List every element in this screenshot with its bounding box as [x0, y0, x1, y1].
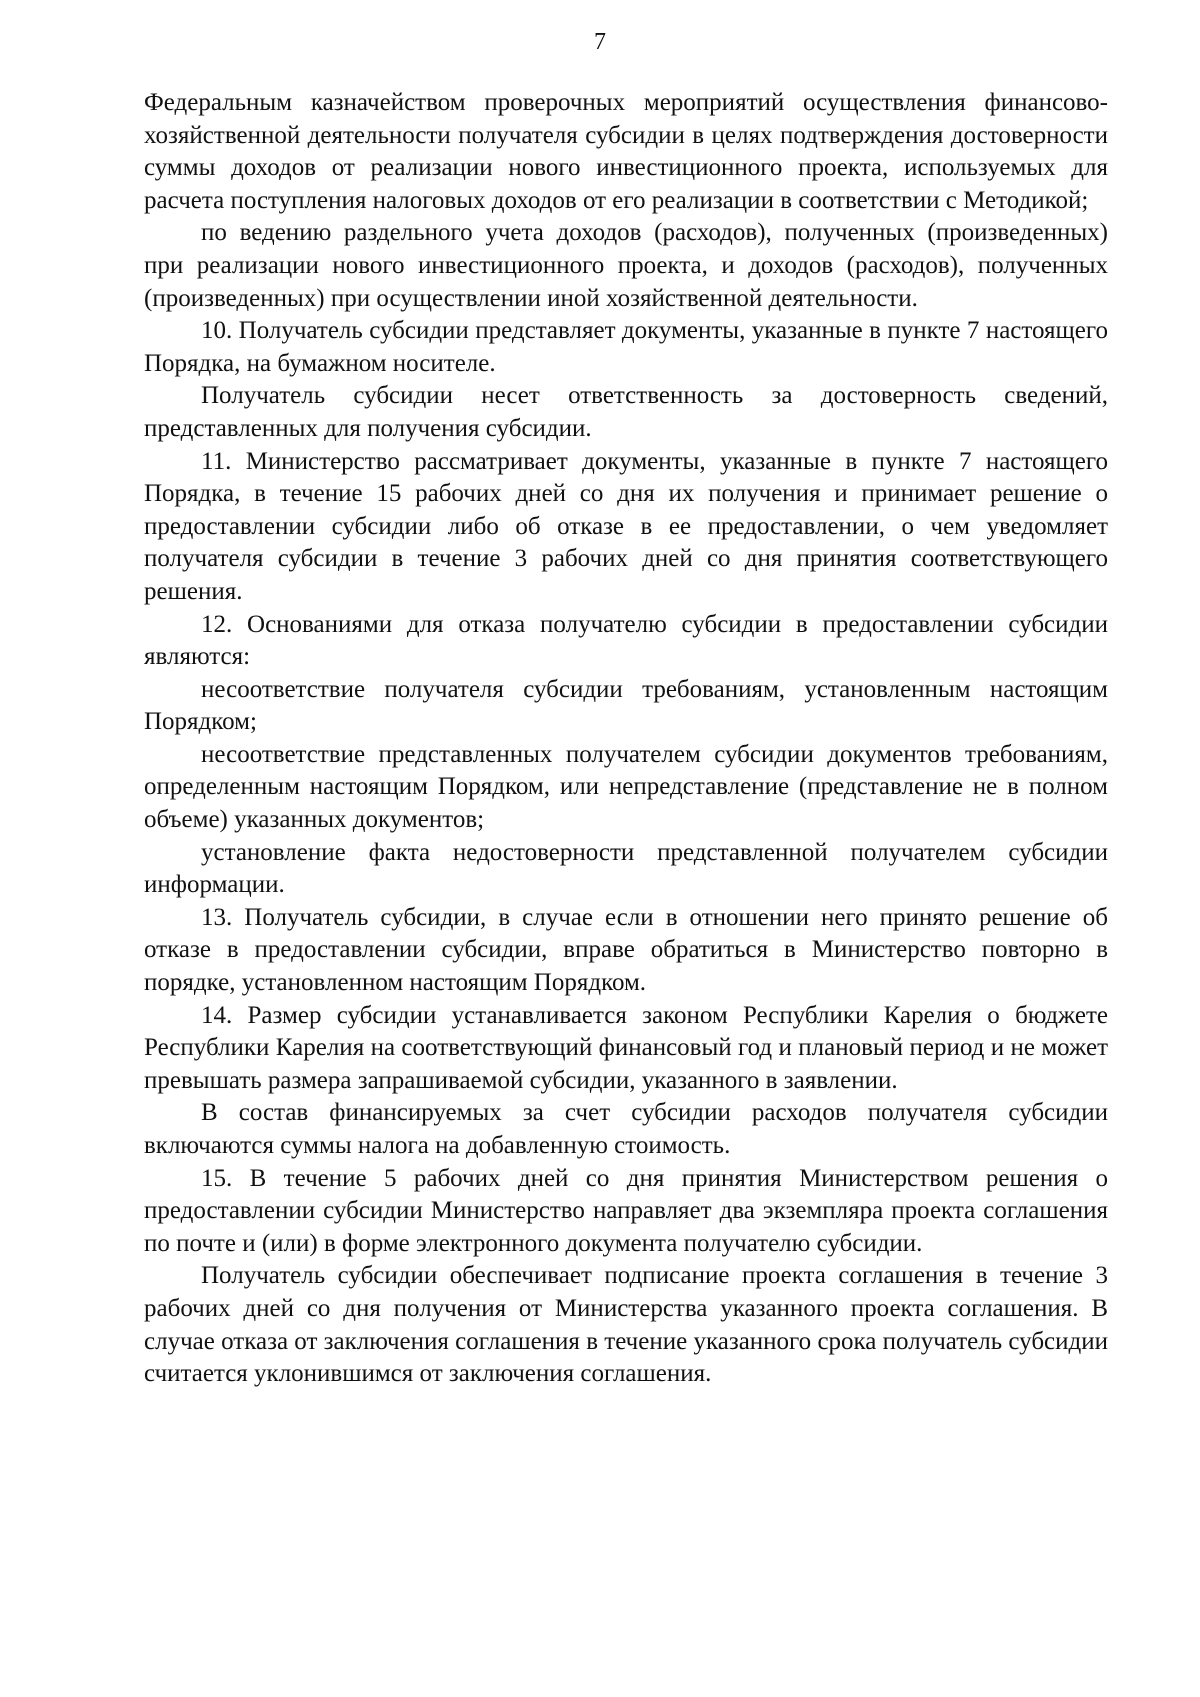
paragraph-item-10: 10. Получатель субсидии представляет документы, указанные в пункте 7 настоящего Порядка, на бумажном носителе.: [144, 317, 1108, 377]
paragraph-refusal-reason-3: установление факта недостоверности представленной получателем субсидии информации.: [144, 838, 1108, 899]
document-body: [144, 87, 1108, 1391]
paragraph-continuation: Федеральным казначейством проверочных мероприятий осуществления финансово-хозяйственной деятельности получателя субсидии в целях подтверждения достоверности суммы доходов от реализации нового инвестиционного проекта, используемых для расчета поступления налоговых доходов от его реализации в соответствии с Методикой;: [144, 89, 1108, 214]
paragraph-responsibility: Получатель субсидии несет ответственность за достоверность сведений, представленных для получения субсидии.: [144, 382, 1108, 442]
paragraph-item-15: 15. В течение 5 рабочих дней со дня принятия Министерством решения о предоставлении субсидии Министерство направляет два экземпляра проекта соглашения по почте и (или) в форме электронного документа получателю субсидии.: [144, 1164, 1108, 1257]
paragraph-item-12: 12. Основаниями для отказа получателю субсидии в предоставлении субсидии являются:: [144, 610, 1108, 671]
paragraph-item-13: 13. Получатель субсидии, в случае если в отношении него принято решение об отказе в предоставлении субсидии, вправе обратиться в Министерство повторно в порядке, установленном настоящим Порядком.: [144, 903, 1108, 997]
paragraph-item-14: 14. Размер субсидии устанавливается законом Республики Карелия о бюджете Республики Карелия на соответствующий финансовый год и плановый период и не может превышать размера запрашиваемой субсидии, указанного в заявлении.: [144, 1001, 1108, 1094]
page-number: 7: [594, 29, 606, 55]
paragraph-refusal-reason-2: несоответствие представленных получателем субсидии документов требованиям, определенным настоящим Порядком, или непредставление (представление не в полном объеме) указанных документов;: [144, 740, 1108, 834]
paragraph-item-11: 11. Министерство рассматривает документы, указанные в пункте 7 настоящего Порядка, в течение 15 рабочих дней со дня их получения и принимает решение о предоставлении субсидии либо об отказе в ее предоставлении, о чем уведомляет получателя субсидии в течение 3 рабочих дней со дня принятия соответствующего решения.: [144, 447, 1108, 605]
paragraph-vat: В состав финансируемых за счет субсидии расходов получателя субсидии включаются суммы налога на добавленную стоимость.: [144, 1099, 1108, 1159]
paragraph-refusal-reason-1: несоответствие получателя субсидии требованиям, установленным настоящим Порядком;: [144, 675, 1108, 736]
paragraph-signing: Получатель субсидии обеспечивает подписание проекта соглашения в течение 3 рабочих дней со дня получения от Министерства указанного проекта соглашения. В случае отказа от заключения соглашения в течение указанного срока получатель субсидии считается уклонившимся от заключения соглашения.: [144, 1262, 1108, 1388]
paragraph-separate-accounting: по ведению раздельного учета доходов (расходов), полученных (произведенных) при реализации нового инвестиционного проекта, и доходов (расходов), полученных (произведенных) при осуществлении иной хозяйственной деятельности.: [144, 219, 1108, 312]
